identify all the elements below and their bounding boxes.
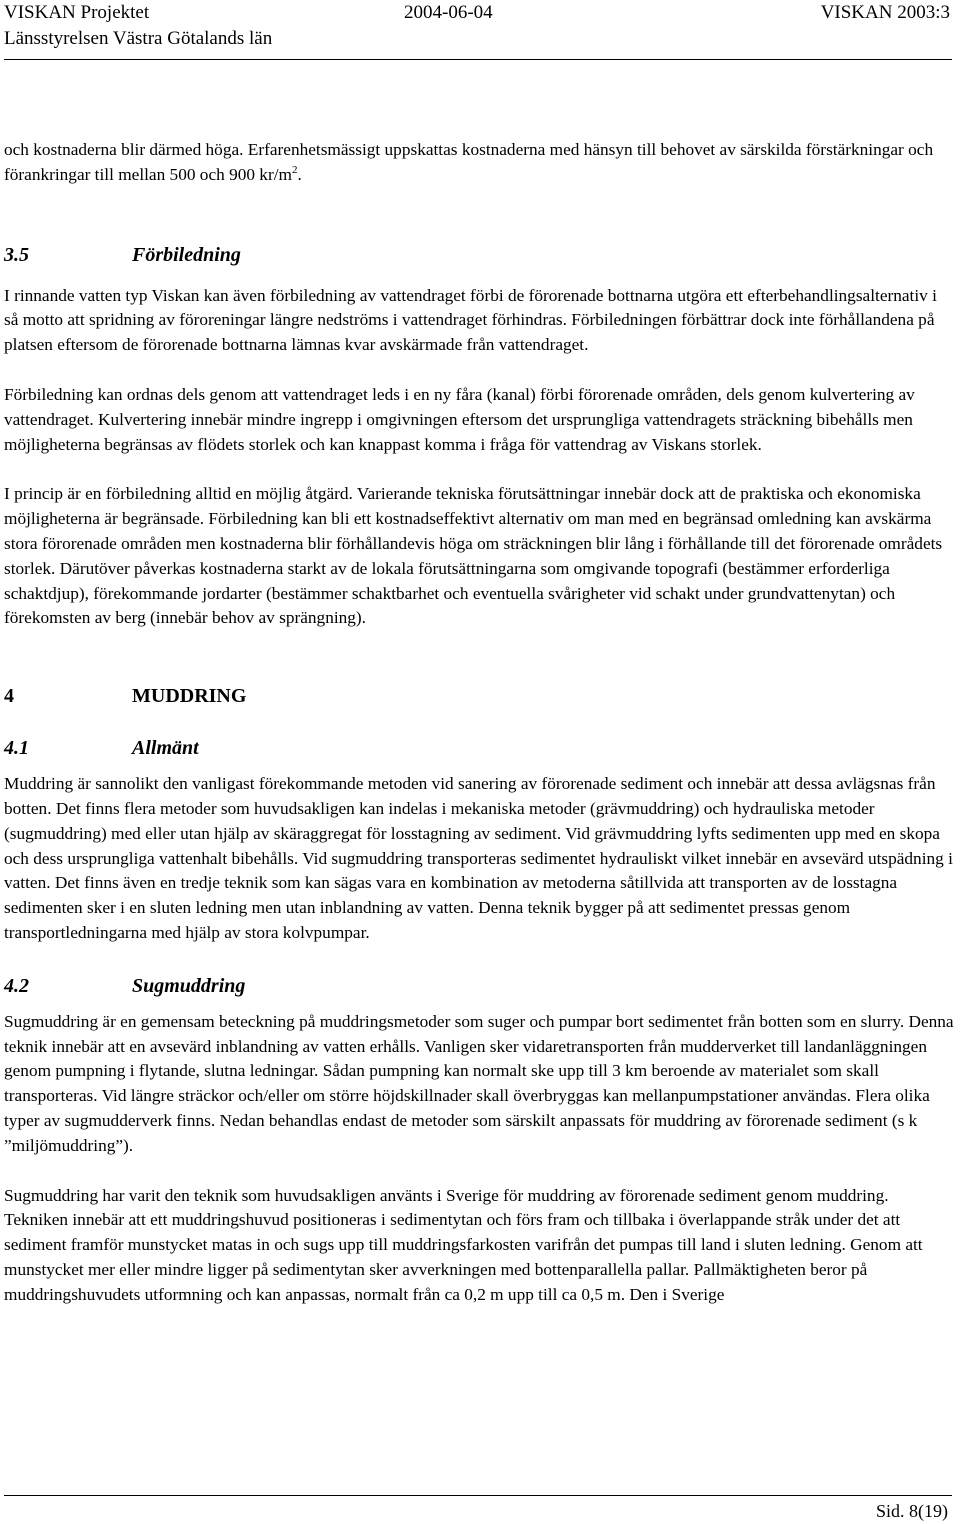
heading-title: Allmänt — [132, 737, 199, 760]
header-date: 2004-06-04 — [404, 2, 493, 23]
intro-superscript: 2 — [291, 164, 298, 177]
paragraph: Sugmuddring är en gemensam beteckning på muddringsmetoder som suger och pumpar bort sedimentet från botten som en slurry. Denna teknik innebär att en avsevärd inblandning av vatten erhålls. Vanligen sker vidaretransporten från mudderverket till landanläggningen genom pumpning i flytande, slutna ledningar. Sådan pumpning kan normalt ske upp till 3 km beroende av materialet som skall transporteras. Vid längre sträckor och/eller om större höjdskillnader skall överbryggas kan mellanpumpstationer användas. Flera olika typer av sugmudderverk finns. Nedan behandlas endast de metoder som särskilt anpassats för muddring av förorenade sediment (s k ”miljömuddring”). — [4, 1011, 954, 1155]
page-header — [4, 0, 950, 52]
header-doc-id: VISKAN 2003:3 — [820, 2, 950, 23]
intro-text: och kostnaderna blir därmed höga. Erfarenhetsmässigt uppskattas kostnaderna med hänsyn till behovet av särskilda förstärkningar och förankringar till mellan 500 och 900 kr/m — [4, 140, 934, 184]
heading-title: Förbiledning — [132, 243, 241, 266]
heading-number: 3.5 — [4, 243, 29, 266]
paragraph: I rinnande vatten typ Viskan kan även förbiledning av vattendraget förbi de förorenade bottnarna utgöra ett efterbehandlingsalternativ i så motto att spridning av föroreningar längre nedströms i vattendraget förhindras. Förbiledningen förbättrar dock inte förhållandena på platsen eftersom de förorenade bottnarna lämnas kvar avskärmade från vattendraget. — [4, 285, 937, 355]
paragraph: Sugmuddring har varit den teknik som huvudsakligen använts i Sverige för muddring av förorenade sediment genom muddring. Tekniken innebär att ett muddringshuvud positioneras i sedimentytan och förs fram och tillbaka i överlappande stråk under det att sediment framför munstycket matas in och sugs upp till muddringsfarkosten varifrån det pumpas till land i sluten ledning. Genom att munstycket mer eller mindre ligger på sedimentytan sker avverkningen med bottenparallella pallar. Pallmäktigheten beror på muddringshuvudets utformning och kan anpassas, normalt från ca 0,2 m upp till ca 0,5 m. Den i Sverige — [4, 1185, 923, 1304]
heading-4-1 — [4, 735, 954, 761]
heading-4 — [4, 683, 954, 709]
heading-3-5 — [4, 242, 954, 268]
header-divider — [4, 59, 952, 60]
paragraph: Muddring är sannolikt den vanligast förekommande metoden vid sanering av förorenade sediment och innebär att dessa avlägsnas från botten. Det finns flera metoder som huvudsakligen kan indelas i mekaniska metoder (grävmuddring) och hydrauliska metoder (sugmuddring) med eller utan hjälp av skäraggregat för losstagning av sediment. Vid grävmuddring lyfts sedimenten upp med en skopa och dess ursprungliga vattenhalt bibehålls. Vid sugmuddring transporteras sedimentet hydrauliskt vilket innebär en avsevärd utspädning i vatten. Det finns även en tredje teknik som kan sägas vara en kombination av metoderna såtillvida att transporten av de losstagna sedimenten sker i en sluten ledning men utan inblandning av vatten. Denna teknik bygger på att sedimentet pressas genom transportledningarna med hjälp av stora kolvpumpar. — [4, 774, 953, 942]
heading-number: 4.2 — [4, 974, 29, 997]
header-org: Länsstyrelsen Västra Götalands län — [4, 28, 273, 49]
heading-4-2 — [4, 973, 954, 999]
footer-divider — [4, 1495, 952, 1496]
heading-title: Sugmuddring — [132, 974, 246, 997]
header-project: VISKAN Projektet — [4, 2, 150, 23]
heading-title: MUDDRING — [132, 685, 247, 708]
paragraph: Förbiledning kan ordnas dels genom att vattendraget leds i en ny fåra (kanal) förbi förorenade områden, dels genom kulvertering av vattendraget. Kulvertering innebär mindre ingrepp i omgivningen eftersom det ursprungliga vattendragets sträckning bibehålls men möjligheterna begränsas av flödets storlek och kan knappast komma i fråga för vattendrag av Viskans storlek. — [4, 384, 915, 454]
heading-number: 4.1 — [4, 737, 29, 760]
intro-end: . — [297, 164, 302, 184]
paragraph: I princip är en förbiledning alltid en möjlig åtgärd. Varierande tekniska förutsättningar innebär dock att de praktiska och ekonomiska möjligheterna är begränsade. Förbiledning kan bli ett kostnadseffektivt alternativ om man med en begränsad omledning kan avskärma stora förorenade områden men kostnaderna blir förhållandevis höga om sträckningen blir lång i förhållande till det förorenade områdets storlek. Därutöver påverkas kostnaderna starkt av de lokala förutsättningarna som omgivande topografi (bestämmer erforderliga schaktdjup), förekommande jordarter (bestämmer schaktbarhet och eventuella svårigheter vid schakt under grundvattenytan) och förekomsten av berg (innebär behov av sprängning). — [4, 484, 943, 628]
intro-paragraph — [4, 138, 954, 188]
heading-number: 4 — [4, 685, 14, 708]
page-number: Sid. 8(19) — [876, 1501, 948, 1521]
document-body — [4, 138, 954, 1308]
